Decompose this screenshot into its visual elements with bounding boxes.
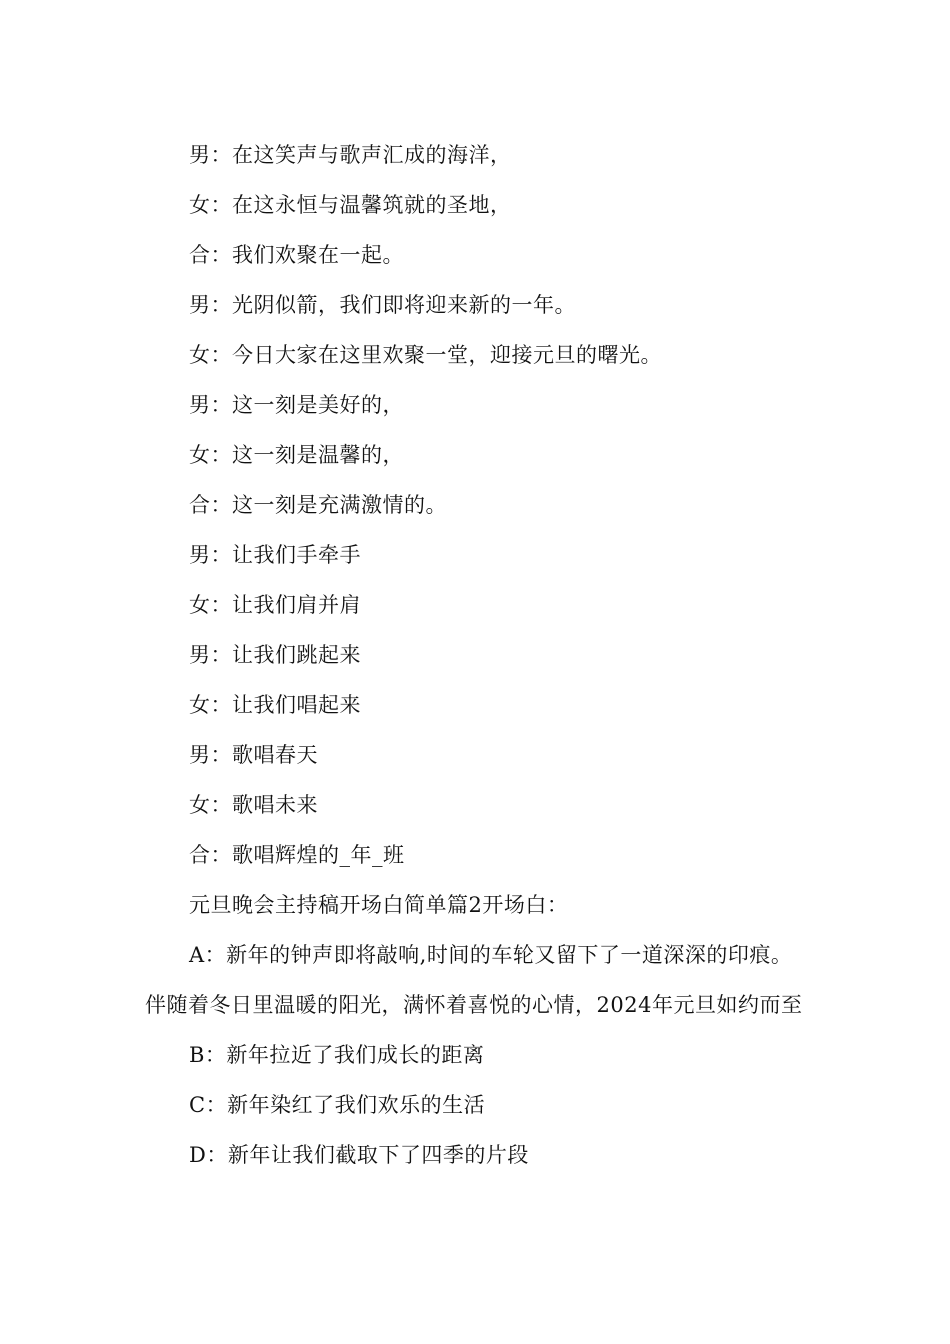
script-line: B：新年拉近了我们成长的距离: [189, 1043, 485, 1067]
script-line: 男：这一刻是美好的，: [189, 393, 404, 417]
script-line: 女：这一刻是温馨的，: [189, 443, 404, 467]
script-line: C：新年染红了我们欢乐的生活: [189, 1093, 486, 1117]
script-line: 女：今日大家在这里欢聚一堂，迎接元旦的曙光。: [189, 343, 662, 367]
script-line: 男：歌唱春天: [189, 743, 318, 767]
script-line: 男：光阴似箭，我们即将迎来新的一年。: [189, 293, 576, 317]
script-line: 女：在这永恒与温馨筑就的圣地，: [189, 193, 512, 217]
document-body: [145, 130, 825, 1180]
script-line: 女：让我们唱起来: [189, 693, 361, 717]
script-line: 女：歌唱未来: [189, 793, 318, 817]
script-line: 女：让我们肩并肩: [189, 593, 361, 617]
script-line: 合：我们欢聚在一起。: [189, 243, 404, 267]
script-line: 男：让我们跳起来: [189, 643, 361, 667]
script-line: 男：在这笑声与歌声汇成的海洋，: [189, 143, 512, 167]
script-line: 男：让我们手牵手: [189, 543, 361, 567]
section-heading: 元旦晚会主持稿开场白简单篇2开场白：: [189, 893, 569, 917]
opening-paragraph: A：新年的钟声即将敲响,时间的车轮又留下了一道深深的印痕。伴随着冬日里温暖的阳光，满怀着喜悦的心情，2024年元旦如约而至: [145, 943, 803, 1017]
script-line: 合：歌唱辉煌的_年_班: [189, 843, 405, 867]
script-line: D：新年让我们截取下了四季的片段: [189, 1143, 529, 1167]
script-line: 合：这一刻是充满激情的。: [189, 493, 447, 517]
